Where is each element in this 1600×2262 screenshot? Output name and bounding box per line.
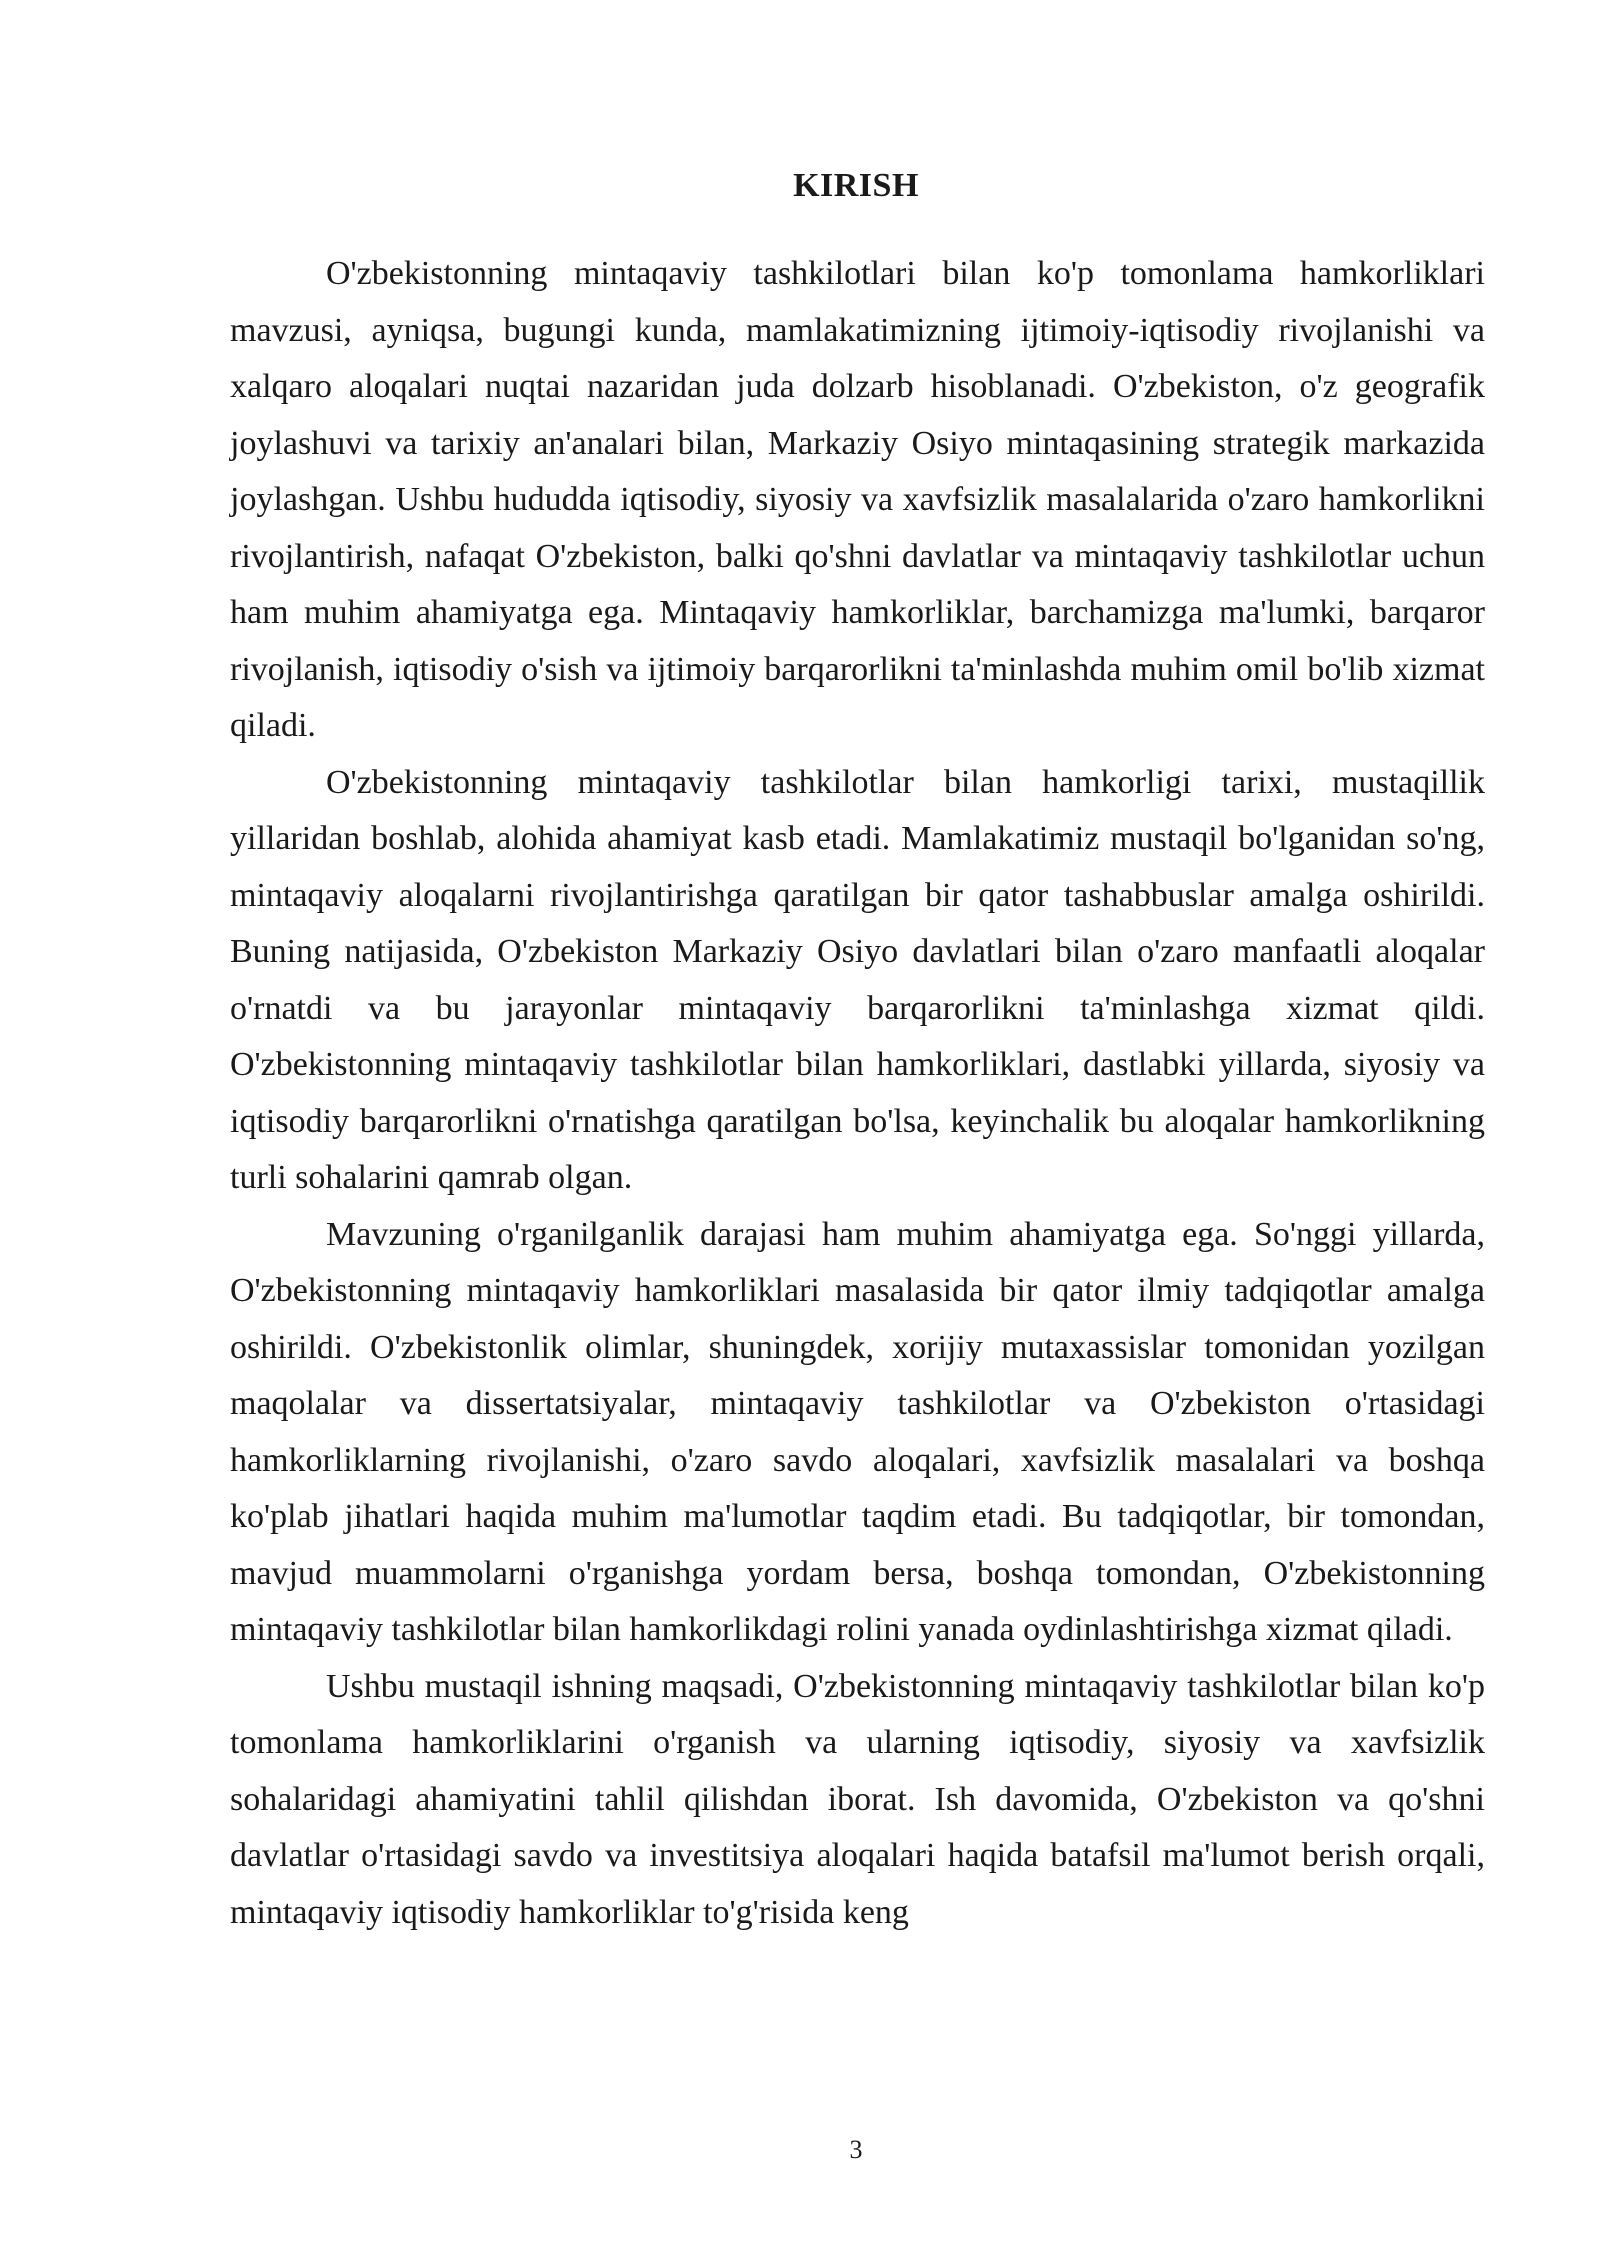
paragraph: Ushbu mustaqil ishning maqsadi, O'zbekistonning mintaqaviy tashkilotlar bilan ko'p tomonlama hamkorliklarini o'rganish va ularning iqtisodiy, siyosiy va xavfsizlik sohalaridagi ahamiyatini tahlil qilishdan iborat. Ish davomida, O'zbekiston va qo'shni davlatlar o'rtasidagi savdo va investitsiya aloqalari haqida batafsil ma'lumot berish orqali, mintaqaviy iqtisodiy hamkorliklar to'g'risida keng <box>230 1667 1485 1931</box>
body-text <box>230 246 1485 1941</box>
page-number: 3 <box>849 2135 863 2164</box>
paragraph: Mavzuning o'rganilganlik darajasi ham muhim ahamiyatga ega. So'nggi yillarda, O'zbekistonning mintaqaviy hamkorliklari masalasida bir qator ilmiy tadqiqotlar amalga oshirildi. O'zbekistonlik olimlar, shuningdek, xorijiy mutaxassislar tomonidan yozilgan maqolalar va dissertatsiyalar, mintaqaviy tashkilotlar va O'zbekiston o'rtasidagi hamkorliklarning rivojlanishi, o'zaro savdo aloqalari, xavfsizlik masalalari va boshqa ko'plab jihatlari haqida muhim ma'lumotlar taqdim etadi. Bu tadqiqotlar, bir tomondan, mavjud muammolarni o'rganishga yordam bersa, boshqa tomondan, O'zbekistonning mintaqaviy tashkilotlar bilan hamkorlikdagi rolini yanada oydinlashtirishga xizmat qiladi. <box>230 1215 1485 1648</box>
page-title: KIRISH <box>793 167 919 204</box>
paragraph: O'zbekistonning mintaqaviy tashkilotlar bilan hamkorligi tarixi, mustaqillik yillaridan boshlab, alohida ahamiyat kasb etadi. Mamlakatimiz mustaqil bo'lganidan so'ng, mintaqaviy aloqalarni rivojlantirishga qaratilgan bir qator tashabbuslar amalga oshirildi. Buning natijasida, O'zbekiston Markaziy Osiyo davlatlari bilan o'zaro manfaatli aloqalar o'rnatdi va bu jarayonlar mintaqaviy barqarorlikni ta'minlashga xizmat qildi. O'zbekistonning mintaqaviy tashkilotlar bilan hamkorliklari, dastlabki yillarda, siyosiy va iqtisodiy barqarorlikni o'rnatishga qaratilgan bo'lsa, keyinchalik bu aloqalar hamkorlikning turli sohalarini qamrab olgan. <box>230 763 1485 1196</box>
paragraph: O'zbekistonning mintaqaviy tashkilotlari bilan ko'p tomonlama hamkorliklari mavzusi, ayniqsa, bugungi kunda, mamlakatimizning ijtimoiy-iqtisodiy rivojlanishi va xalqaro aloqalari nuqtai nazaridan juda dolzarb hisoblanadi. O'zbekiston, o'z geografik joylashuvi va tarixiy an'analari bilan, Markaziy Osiyo mintaqasining strategik markazida joylashgan. Ushbu hududda iqtisodiy, siyosiy va xavfsizlik masalalarida o'zaro hamkorlikni rivojlantirish, nafaqat O'zbekiston, balki qo'shni davlatlar va mintaqaviy tashkilotlar uchun ham muhim ahamiyatga ega. Mintaqaviy hamkorliklar, barchamizga ma'lumki, barqaror rivojlanish, iqtisodiy o'sish va ijtimoiy barqarorlikni ta'minlashda muhim omil bo'lib xizmat qiladi. <box>230 255 1485 744</box>
